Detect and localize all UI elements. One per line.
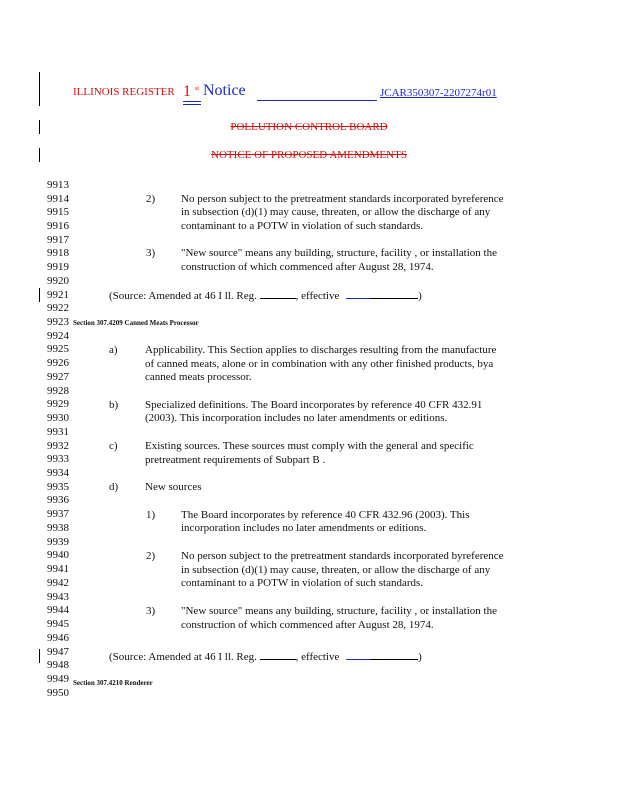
line-number: 9946 (47, 632, 69, 644)
line-number: 9939 (47, 536, 69, 548)
line-number: 9933 (47, 453, 69, 465)
body-line: canned meats processor. (145, 371, 252, 383)
source-mid: , effective (295, 651, 340, 663)
item-number: 3) (146, 605, 156, 617)
line-number: 9920 (47, 275, 69, 287)
line-number: 9925 (47, 343, 69, 355)
subsection-label: b) (109, 399, 119, 411)
line-number: 9921 (47, 289, 69, 301)
issue-suffix: st (195, 86, 200, 92)
effective-blank (370, 288, 418, 299)
double-underline (183, 104, 201, 105)
body-line: No person subject to the pretreatment standards incorporated byreference (181, 550, 504, 562)
jcar-code: JCAR350307-2207274r01 (380, 87, 497, 99)
line-number: 9947 (47, 646, 69, 658)
line-number: 9949 (47, 673, 69, 685)
section-heading: Section 307.4209 Canned Meats Processor (73, 319, 199, 327)
item-number: 2) (146, 550, 156, 562)
body-line: New sources (145, 481, 202, 493)
header-rule (257, 100, 377, 101)
line-number: 9915 (47, 206, 69, 218)
item-number: 1) (146, 509, 156, 521)
effective-blank (370, 649, 418, 660)
body-line: contaminant to a POTW in violation of such standards. (181, 577, 424, 589)
body-line: The Board incorporates by reference 40 CFR 432.96 (2003). This (181, 509, 470, 521)
line-number: 9941 (47, 563, 69, 575)
effective-blank (346, 288, 370, 299)
line-number: 9919 (47, 261, 69, 273)
body-line: Existing sources. These sources must comply with the general and specific (145, 440, 474, 452)
body-line: No person subject to the pretreatment standards incorporated byreference (181, 193, 504, 205)
line-number: 9917 (47, 234, 69, 246)
body-line: incorporation includes no later amendments or editions. (181, 522, 427, 534)
body-line: contaminant to a POTW in violation of such standards. (181, 220, 424, 232)
body-line: construction of which commenced after August 28, 1974. (181, 619, 434, 631)
source-suffix: ) (418, 651, 422, 663)
change-bar (39, 288, 40, 302)
source-note (109, 288, 422, 303)
line-number: 9942 (47, 577, 69, 589)
issue-number: 1 (183, 83, 191, 100)
line-number: 9948 (47, 659, 69, 671)
body-line: "New source" means any building, structure, facility , or installation the (181, 247, 497, 259)
line-number: 9937 (47, 508, 69, 520)
source-prefix: (Source: Amended at 46 I ll. Reg. (109, 290, 257, 302)
line-number: 9943 (47, 591, 69, 603)
line-number: 9913 (47, 179, 69, 191)
line-number: 9914 (47, 193, 69, 205)
source-mid: , effective (295, 290, 340, 302)
subsection-label: c) (109, 440, 118, 452)
reg-blank (260, 649, 296, 660)
double-underline (183, 101, 201, 102)
line-number: 9932 (47, 440, 69, 452)
body-line: in subsection (d)(1) may cause, threaten, or allow the discharge of any (181, 206, 491, 218)
source-note (109, 649, 422, 664)
line-number: 9929 (47, 398, 69, 410)
line-number: 9930 (47, 412, 69, 424)
line-number: 9928 (47, 385, 69, 397)
body-line: Applicability. This Section applies to discharges resulting from the manufacture (145, 344, 497, 356)
body-line: of canned meats, alone or in combination with any other finished products, bya (145, 358, 494, 370)
body-line: (2003). This incorporation includes no later amendments or editions. (145, 412, 448, 424)
line-number: 9935 (47, 481, 69, 493)
body-line: pretreatment requirements of Subpart B . (145, 454, 326, 466)
section-heading: Section 307.4210 Renderer (73, 679, 153, 687)
line-number: 9924 (47, 330, 69, 342)
line-number: 9926 (47, 357, 69, 369)
line-number: 9940 (47, 549, 69, 561)
line-number: 9916 (47, 220, 69, 232)
line-number: 9936 (47, 494, 69, 506)
line-number: 9931 (47, 426, 69, 438)
body-line: construction of which commenced after August 28, 1974. (181, 261, 434, 273)
line-number: 9944 (47, 604, 69, 616)
line-number: 9927 (47, 371, 69, 383)
item-number: 3) (146, 247, 156, 259)
subsection-label: a) (109, 344, 118, 356)
line-number: 9923 (47, 316, 69, 328)
source-suffix: ) (418, 290, 422, 302)
line-number: 9922 (47, 302, 69, 314)
reg-blank (260, 288, 296, 299)
line-number: 9945 (47, 618, 69, 630)
line-number: 9934 (47, 467, 69, 479)
line-number: 9918 (47, 247, 69, 259)
subsection-label: d) (109, 481, 119, 493)
body-line: Specialized definitions. The Board incorporates by reference 40 CFR 432.91 (145, 399, 483, 411)
line-number: 9950 (47, 687, 69, 699)
register-title: ILLINOIS REGISTER (73, 86, 175, 98)
line-number: 9938 (47, 522, 69, 534)
body-line: in subsection (d)(1) may cause, threaten, or allow the discharge of any (181, 564, 491, 576)
change-bar (39, 649, 40, 663)
agency-name: POLLUTION CONTROL BOARD (230, 121, 388, 133)
body-line: "New source" means any building, structure, facility , or installation the (181, 605, 497, 617)
notice-title: NOTICE OF PROPOSED AMENDMENTS (211, 149, 407, 161)
effective-blank (346, 649, 370, 660)
change-bar (39, 72, 40, 106)
notice-label: Notice (203, 82, 246, 99)
source-prefix: (Source: Amended at 46 I ll. Reg. (109, 651, 257, 663)
item-number: 2) (146, 193, 156, 205)
